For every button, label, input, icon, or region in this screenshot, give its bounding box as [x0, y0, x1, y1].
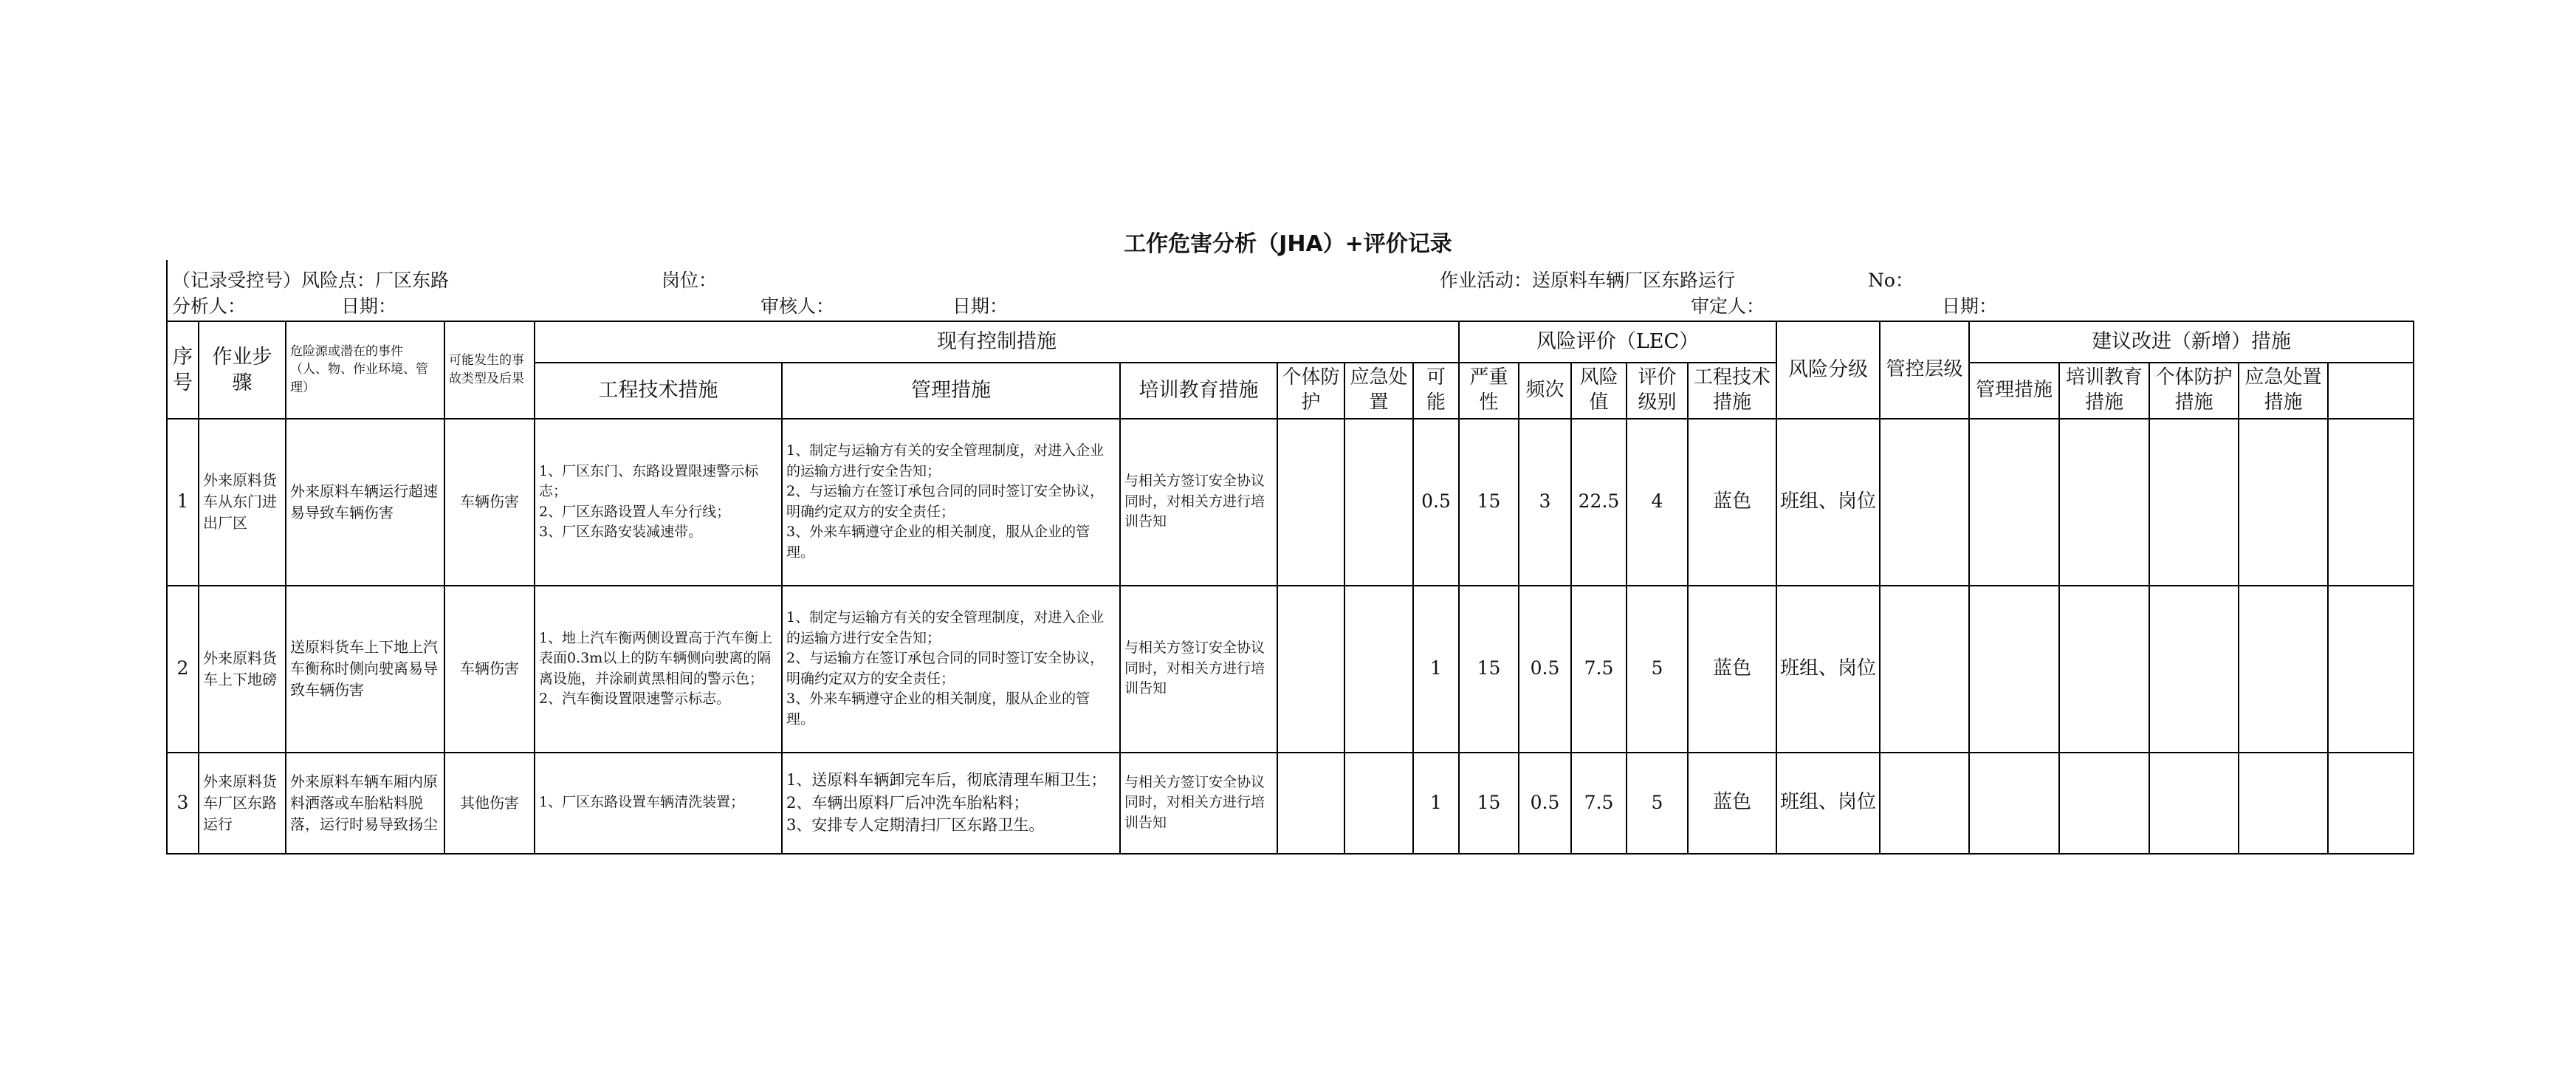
row-imp-engineering [1880, 419, 1969, 586]
row-hazard: 外来原料车辆车厢内原料洒落或车胎粘料脱落，运行时易导致扬尘 [286, 753, 444, 854]
no-label: No： [1868, 270, 1914, 291]
row-ppe [1277, 419, 1344, 586]
col-control-level: 管控层级 [1880, 321, 1969, 419]
row-engineering: 1、厂区东路设置车辆清洗装置； [535, 753, 782, 854]
col-level: 评价级别 [1627, 363, 1688, 419]
table-row [167, 419, 2414, 586]
row-seq: 1 [167, 419, 199, 586]
row-remark [2328, 419, 2414, 586]
approver-label: 审定人： [1691, 295, 1765, 317]
row-imp-engineering [1880, 753, 1969, 854]
row-e: 15 [1459, 586, 1519, 753]
row-imp-training [2059, 586, 2149, 753]
row-management: 1、制定与运输方有关的安全管理制度，对进入企业的运输方进行安全告知； 2、与运输方在签订承包合同的同时签订安全协议，明确约定双方的安全责任； 3、外来车辆遵守企业的相关制度，服从企业的管理。 [782, 419, 1120, 586]
col-l: 可能 [1413, 363, 1459, 419]
col-risk-grade: 风险分级 [1776, 321, 1880, 419]
col-training: 培训教育措施 [1120, 363, 1277, 419]
col-current-controls: 现有控制措施 [535, 321, 1459, 363]
page-title: 工作危害分析（JHA）+评价记录 [1124, 231, 1452, 257]
row-step: 外来原料货车厂区东路运行 [199, 753, 286, 854]
col-hazard: 危险源或潜在的事件（人、物、作业环境、管理） [286, 321, 444, 419]
row-hazard: 送原料货车上下地上汽车衡称时侧向驶离易导致车辆伤害 [286, 586, 444, 753]
row-imp-training [2059, 753, 2149, 854]
row-engineering: 1、地上汽车衡两侧设置高于汽车衡上表面0.3m以上的防车辆侧向驶离的隔离设施，并涂刷黄黑相间的警示色； 2、汽车衡设置限速警示标志。 [535, 586, 782, 753]
jha-table [166, 321, 2414, 855]
col-seq: 序号 [167, 321, 199, 419]
row-ppe [1277, 753, 1344, 854]
col-emergency: 应急处置 [1344, 363, 1413, 419]
col-c: 频次 [1519, 363, 1571, 419]
record-risk-point: （记录受控号）风险点：厂区东路 [172, 270, 450, 291]
row-c: 0.5 [1519, 753, 1571, 854]
row-risk-grade: 蓝色 [1688, 586, 1776, 753]
row-l: 0.5 [1413, 419, 1459, 586]
row-d: 7.5 [1571, 586, 1627, 753]
row-control-level: 班组、岗位 [1776, 586, 1880, 753]
row-emergency [1344, 753, 1413, 854]
row-training: 与相关方签订安全协议同时，对相关方进行培训告知 [1120, 753, 1277, 854]
row-level: 4 [1627, 419, 1688, 586]
analyst-date-label: 日期： [341, 295, 397, 317]
col-ppe: 个体防护 [1277, 363, 1344, 419]
row-c: 0.5 [1519, 586, 1571, 753]
col-imp-training: 培训教育措施 [2059, 363, 2149, 419]
row-seq: 3 [167, 753, 199, 854]
col-imp-engineering: 工程技术措施 [1688, 363, 1776, 419]
row-risk-grade: 蓝色 [1688, 419, 1776, 586]
row-c: 3 [1519, 419, 1571, 586]
approver-date-label: 日期： [1942, 295, 1998, 317]
row-imp-ppe [2149, 753, 2239, 854]
row-imp-management [1969, 753, 2059, 854]
row-emergency [1344, 419, 1413, 586]
post-label: 岗位： [662, 270, 718, 291]
col-management: 管理措施 [782, 363, 1120, 419]
row-seq: 2 [167, 586, 199, 753]
col-d: 风险值 [1571, 363, 1627, 419]
col-improve: 建议改进（新增）措施 [1969, 321, 2414, 363]
row-imp-emergency [2239, 419, 2328, 586]
row-imp-engineering [1880, 586, 1969, 753]
row-l: 1 [1413, 586, 1459, 753]
row-training: 与相关方签订安全协议同时，对相关方进行培训告知 [1120, 419, 1277, 586]
row-e: 15 [1459, 419, 1519, 586]
row-training: 与相关方签订安全协议同时，对相关方进行培训告知 [1120, 586, 1277, 753]
col-consequence: 可能发生的事故类型及后果 [444, 321, 535, 419]
table-row [167, 753, 2414, 854]
col-imp-ppe: 个体防护措施 [2149, 363, 2239, 419]
reviewer-label: 审核人： [760, 295, 835, 317]
row-step: 外来原料货车从东门进出厂区 [199, 419, 286, 586]
row-step: 外来原料货车上下地磅 [199, 586, 286, 753]
row-control-level: 班组、岗位 [1776, 419, 1880, 586]
row-control-level: 班组、岗位 [1776, 753, 1880, 854]
row-management: 1、送原料车辆卸完车后，彻底清理车厢卫生； 2、车辆出原料厂后冲洗车胎粘料； 3、安排专人定期清扫厂区东路卫生。 [782, 753, 1120, 854]
row-imp-emergency [2239, 753, 2328, 854]
col-imp-management: 管理措施 [1969, 363, 2059, 419]
row-consequence: 车辆伤害 [444, 419, 535, 586]
row-management: 1、制定与运输方有关的安全管理制度，对进入企业的运输方进行安全告知； 2、与运输方在签订承包合同的同时签订安全协议，明确约定双方的安全责任； 3、外来车辆遵守企业的相关制度，服从企业的管理。 [782, 586, 1120, 753]
col-engineering: 工程技术措施 [535, 363, 782, 419]
row-engineering: 1、厂区东门、东路设置限速警示标志； 2、厂区东路设置人车分行线； 3、厂区东路安装减速带。 [535, 419, 782, 586]
row-remark [2328, 586, 2414, 753]
activity-label: 作业活动：送原料车辆厂区东路运行 [1440, 270, 1736, 291]
header-left-border [166, 260, 168, 321]
row-ppe [1277, 586, 1344, 753]
row-imp-management [1969, 586, 2059, 753]
table-row [167, 586, 2414, 753]
row-imp-training [2059, 419, 2149, 586]
row-consequence: 其他伤害 [444, 753, 535, 854]
row-consequence: 车辆伤害 [444, 586, 535, 753]
reviewer-date-label: 日期： [952, 295, 1009, 317]
row-imp-emergency [2239, 586, 2328, 753]
analyst-label: 分析人： [172, 295, 247, 317]
col-risk-eval: 风险评价（LEC） [1459, 321, 1776, 363]
row-imp-management [1969, 419, 2059, 586]
col-step: 作业步骤 [199, 321, 286, 419]
row-imp-ppe [2149, 586, 2239, 753]
col-imp-emergency: 应急处置措施 [2239, 363, 2328, 419]
row-imp-ppe [2149, 419, 2239, 586]
col-e: 严重性 [1459, 363, 1519, 419]
row-l: 1 [1413, 753, 1459, 854]
row-emergency [1344, 586, 1413, 753]
row-risk-grade: 蓝色 [1688, 753, 1776, 854]
row-e: 15 [1459, 753, 1519, 854]
row-hazard: 外来原料车辆运行超速易导致车辆伤害 [286, 419, 444, 586]
row-level: 5 [1627, 586, 1688, 753]
row-d: 7.5 [1571, 753, 1627, 854]
row-level: 5 [1627, 753, 1688, 854]
row-remark [2328, 753, 2414, 854]
row-d: 22.5 [1571, 419, 1627, 586]
